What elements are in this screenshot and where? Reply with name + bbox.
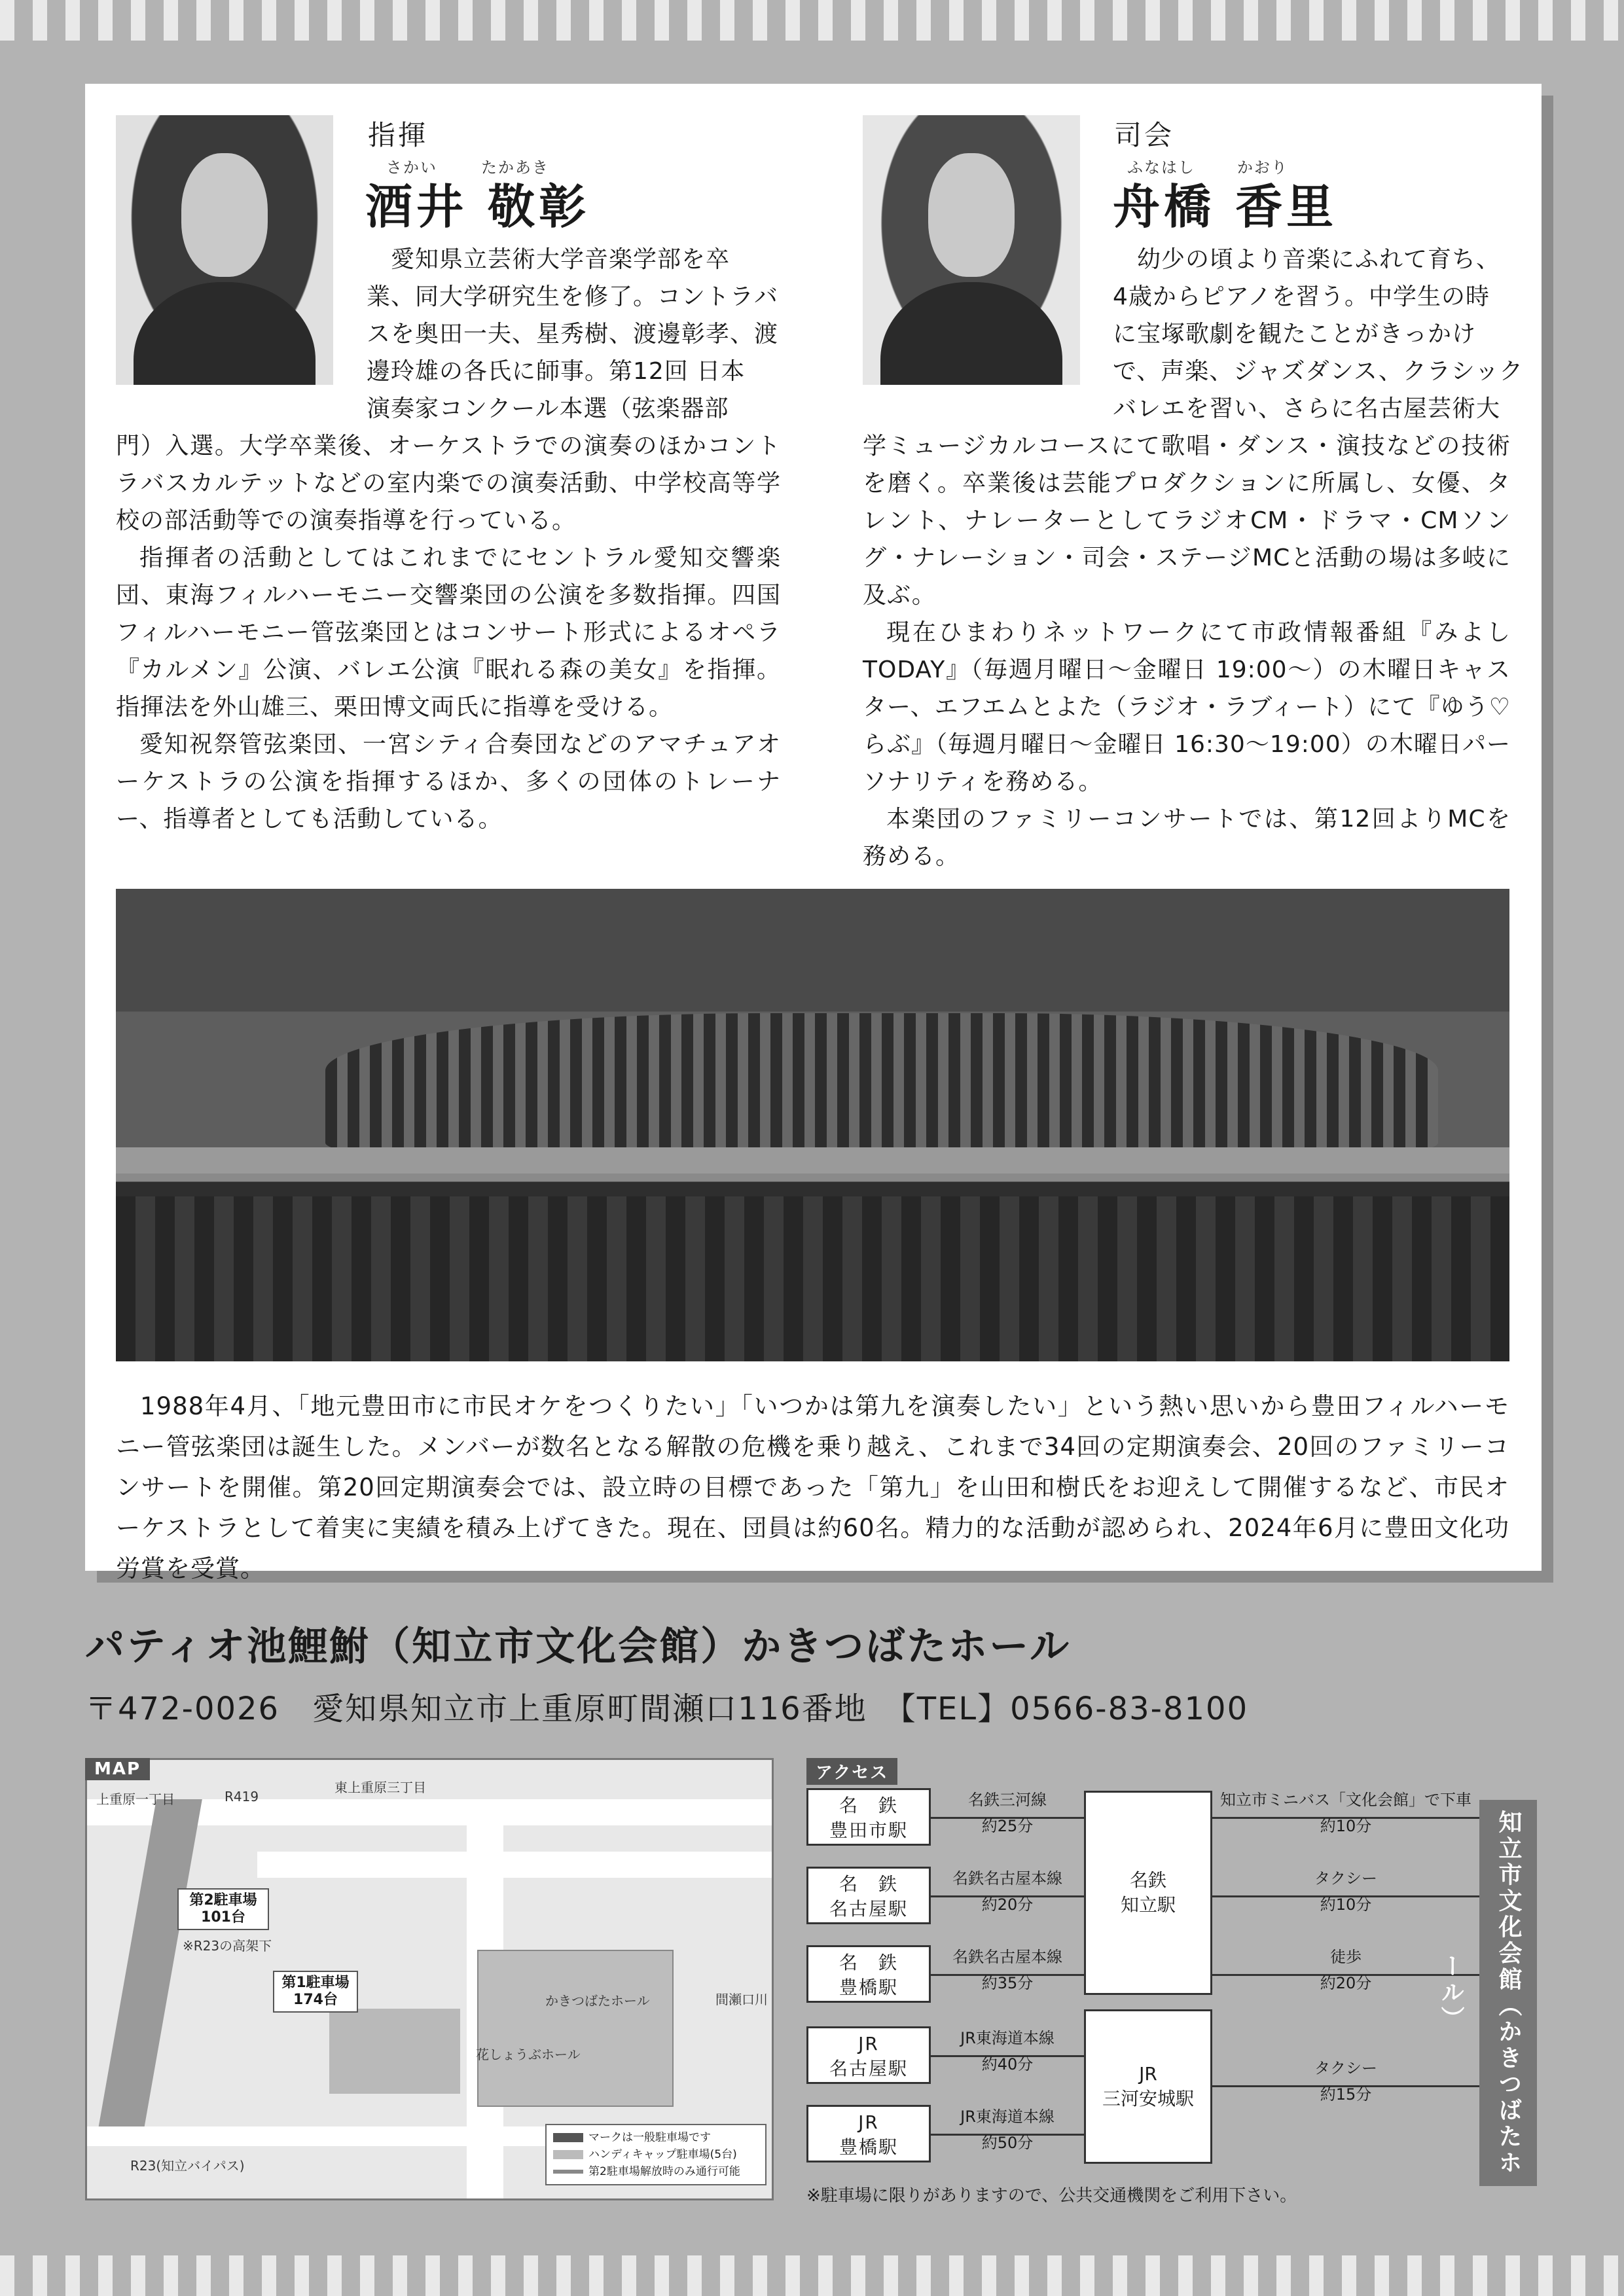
mc-name: 舟橋 香里 bbox=[1113, 179, 1338, 234]
map-label-r23: R23(知立バイパス) bbox=[130, 2158, 245, 2174]
station-meitetsu-toyohashi: 名 鉄 豊橋駅 bbox=[806, 1945, 931, 2003]
venue-name: パティオ池鯉鮒（知立市文化会館）かきつばたホール bbox=[85, 1624, 1071, 1670]
route-label: 名鉄三河線 約25分 bbox=[968, 1791, 1047, 1835]
destination-label: 知立市文化会館（かきつばたホール） bbox=[1479, 1800, 1537, 2186]
conductor-ruby-family: さかい bbox=[386, 158, 437, 177]
mc-ruby-family: ふなはし bbox=[1127, 158, 1195, 177]
mc-portrait bbox=[863, 115, 1080, 385]
conductor-bio: 門）入選。大学卒業後、オーケストラでの演奏のほかコントラバスカルテットなどの室内楽での演奏活動、中学校高等学校の部活動等での演奏指導を行っている。 指揮者の活動としてはこれまでにセントラル愛知交響楽団、東海フィルハーモニー交響楽団の公演を多数指揮。四国フィルハーモニー管弦楽団とはコンサート形式によるオペラ『カルメン』公演、バレエ公演『眠れる森の美女』を指揮。指揮法を外山雄三、栗田博文両氏に指導を受ける。 愛知祝祭管弦楽団、一宮シティ合奏団などのアマチュアオーケストラの公演を指揮するほか、多くの団体のトレーナー、指導者としても活動している。 bbox=[116, 433, 781, 833]
legend-handicap-parking: ハンディキャップ駐車場(5台) bbox=[553, 2146, 759, 2163]
profile-card bbox=[85, 84, 1542, 1583]
mc-ruby-given: かおり bbox=[1237, 158, 1288, 177]
legend-general-parking: マークは一般駐車場です bbox=[553, 2129, 759, 2146]
map-legend bbox=[545, 2124, 767, 2185]
route-label: 名鉄名古屋本線 約20分 bbox=[952, 1869, 1062, 1914]
map-tag: MAP bbox=[85, 1758, 150, 1780]
top-stripe-border bbox=[0, 0, 1624, 41]
access-note: ※駐車場に限りがありますので、公共交通機関をご利用下さい。 bbox=[806, 2186, 1297, 2206]
access-chart bbox=[806, 1758, 1541, 2210]
map-label-kamishigehara1: 上重原一丁目 bbox=[96, 1791, 175, 1807]
last-leg-label: タクシー 約15分 bbox=[1314, 2059, 1377, 2104]
route-label: JR東海道本線 約40分 bbox=[960, 2029, 1055, 2073]
map-road-horizontal bbox=[257, 1852, 772, 1878]
map-label-r419: R419 bbox=[225, 1789, 259, 1804]
venue-map bbox=[85, 1758, 774, 2200]
map-label-hanashobu: 花しょうぶホール bbox=[476, 2047, 581, 2062]
map-building-hall bbox=[477, 1950, 674, 2107]
conductor-role: 指揮 bbox=[368, 119, 429, 151]
conductor-portrait bbox=[116, 115, 333, 385]
map-label-mazeguchi: 間瀬口川 bbox=[715, 1992, 768, 2007]
map-road-r23 bbox=[96, 1799, 202, 2140]
hub-mikawa-anjo: JR 三河安城駅 bbox=[1084, 2009, 1212, 2164]
map-parking-2: 第2駐車場 101台 bbox=[177, 1888, 269, 1930]
map-parking-1: 第1駐車場 174台 bbox=[273, 1971, 358, 2013]
orchestra-photo bbox=[116, 889, 1509, 1361]
conductor-name: 酒井 敬彰 bbox=[365, 179, 590, 234]
map-label-kamishigehara3: 東上重原三丁目 bbox=[334, 1780, 426, 1795]
map-parking-lot bbox=[329, 2009, 460, 2094]
conductor-bio-intro: 愛知県立芸術大学音楽学部を卒 業、同大学研究生を修了。コントラバ スを奥田一夫、星秀樹、渡邊彰孝、渡 邊玲雄の各氏に師事。第12回 日本 演奏家コンクール本選（弦楽器部 bbox=[367, 246, 779, 422]
station-meitetsu-nagoya: 名 鉄 名古屋駅 bbox=[806, 1867, 931, 1924]
mc-bio: 学ミュージカルコースにて歌唱・ダンス・演技などの技術を磨く。卒業後は芸能プロダクションに所属し、女優、タレント、ナレーターとしてラジオCM・ドラマ・CMソング・ナレーション・司会・ステージMCと活動の場は多岐に及ぶ。 現在ひまわりネットワークにて市政情報番組『みよしTODAY』（毎週月曜日～金曜日 19:00～）の木曜日キャスター、エフエムとよた（ラジオ・ラブィート）にて『ゆう♡らぶ』（毎週月曜日～金曜日 16:30～19:00）の木曜日パーソナリティを務める。 本楽団のファミリーコンサートでは、第12回よりMCを務める。 bbox=[863, 433, 1511, 870]
station-jr-nagoya: JR 名古屋駅 bbox=[806, 2026, 931, 2084]
venue-address: 〒472-0026 愛知県知立市上重原町間瀬口116番地 【TEL】0566-83-8100 bbox=[85, 1691, 1249, 1727]
map-road-bottom bbox=[87, 2126, 545, 2146]
route-label: JR東海道本線 約50分 bbox=[960, 2108, 1055, 2152]
last-leg-label: 知立市ミニバス「文化会館」で下車 約10分 bbox=[1220, 1791, 1471, 1835]
bottom-stripe-border bbox=[0, 2255, 1624, 2296]
last-leg-label: 徒歩 約20分 bbox=[1320, 1948, 1372, 1992]
route-label: 名鉄名古屋本線 約35分 bbox=[952, 1948, 1062, 1992]
station-toyotashi: 名 鉄 豊田市駅 bbox=[806, 1788, 931, 1846]
orchestra-history: 1988年4月、「地元豊田市に市民オケをつくりたい」「いつかは第九を演奏したい」という熱い思いから豊田フィルハーモニー管弦楽団は誕生した。メンバーが数名となる解散の危機を乗り越え、これまで34回の定期演奏会、20回のファミリーコンサートを開催。第20回定期演奏会では、設立時の目標であった「第九」を山田和樹氏をお迎えして開催するなど、市民オーケストラとして着実に実績を積み上げてきた。現在、団員は約60名。精力的な活動が認められ、2024年6月に豊田文化功労賞を受賞。 bbox=[116, 1392, 1509, 1583]
last-leg-label: タクシー 約10分 bbox=[1314, 1869, 1377, 1914]
conductor-ruby-given: たかあき bbox=[481, 158, 549, 177]
access-tag: アクセス bbox=[806, 1758, 897, 1785]
map-label-kakitsubata: かきつばたホール bbox=[545, 1993, 650, 2009]
station-jr-toyohashi: JR 豊橋駅 bbox=[806, 2105, 931, 2162]
mc-bio-intro: 幼少の頃より音楽にふれて育ち、 4歳からピアノを習う。中学生の時 に宝塚歌劇を観たことがきっかけ で、声楽、ジャズダンス、クラシック バレエを習い、さらに名古屋芸術大 bbox=[1113, 246, 1524, 422]
mc-role: 司会 bbox=[1114, 119, 1175, 151]
legend-route: 第2駐車場解放時のみ通行可能 bbox=[553, 2163, 759, 2180]
map-parking-2-note: ※R23の高架下 bbox=[183, 1938, 272, 1954]
hub-chiryu: 名鉄 知立駅 bbox=[1084, 1791, 1212, 1995]
